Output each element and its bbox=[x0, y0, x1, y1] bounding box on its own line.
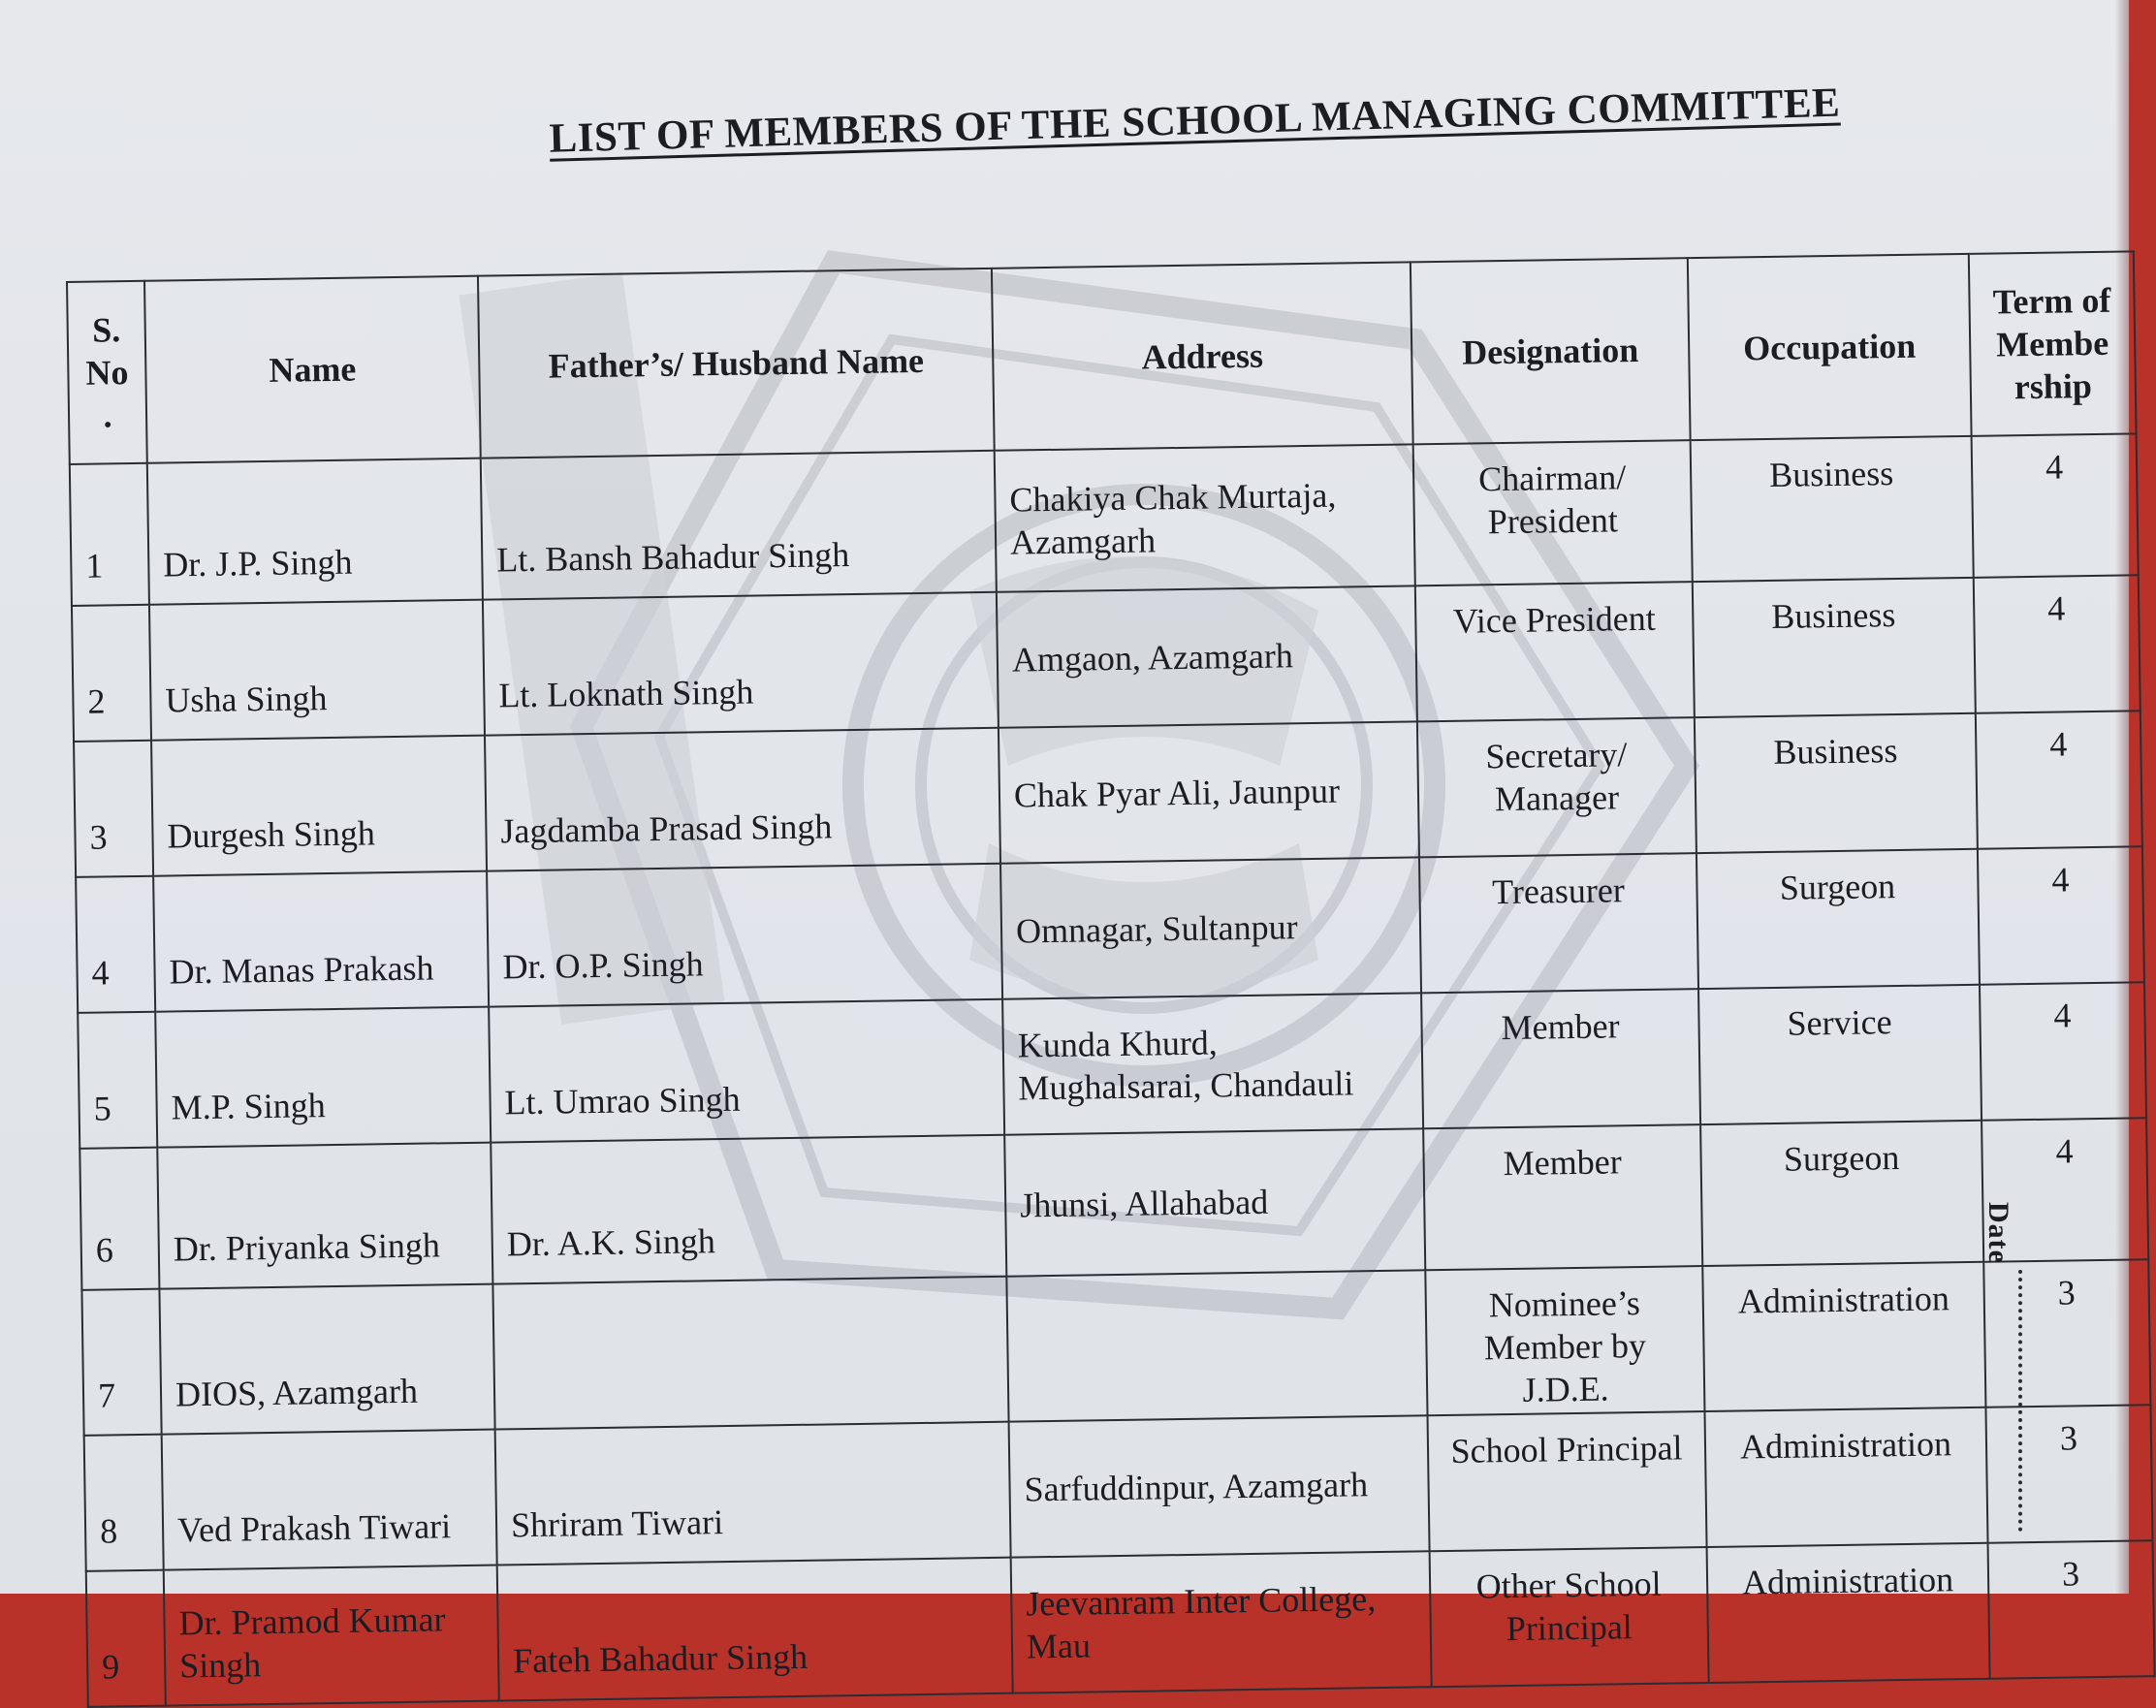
cell-term: 4 bbox=[1972, 433, 2139, 578]
cell-term: 4 bbox=[1982, 1118, 2148, 1262]
cell-occupation: Administration bbox=[1707, 1543, 1990, 1683]
cell-designation: Member bbox=[1423, 1124, 1702, 1270]
cell-father-name: Dr. O.P. Singh bbox=[487, 864, 1002, 1007]
cell-occupation: Administration bbox=[1704, 1408, 1987, 1547]
cell-name: Dr. Priyanka Singh bbox=[157, 1143, 492, 1289]
cell-name: DIOS, Azamgarh bbox=[159, 1284, 494, 1435]
cell-name: Ved Prakash Tiwari bbox=[162, 1430, 497, 1570]
cell-sno: 9 bbox=[86, 1570, 166, 1707]
cell-designation: Member bbox=[1421, 989, 1700, 1128]
date-dotted-line bbox=[2018, 1270, 2022, 1532]
cell-address: Jhunsi, Allahabad bbox=[1004, 1128, 1425, 1276]
cell-sno: 7 bbox=[81, 1289, 161, 1436]
column-header-designation: Designation bbox=[1411, 258, 1691, 444]
cell-occupation: Surgeon bbox=[1696, 849, 1980, 989]
cell-father-name: Lt. Umrao Singh bbox=[489, 999, 1004, 1143]
cell-term: 4 bbox=[1978, 846, 2144, 985]
cell-term: 3 bbox=[1988, 1540, 2155, 1679]
cell-father-name: Lt. Bansh Bahadur Singh bbox=[481, 451, 997, 600]
cell-term: 3 bbox=[1985, 1405, 2152, 1543]
table-header-row bbox=[67, 251, 2137, 464]
cell-designation: Secretary/ Manager bbox=[1417, 717, 1696, 857]
cell-father-name: Dr. A.K. Singh bbox=[491, 1135, 1006, 1284]
cell-occupation: Surgeon bbox=[1700, 1121, 1983, 1266]
cell-sno: 5 bbox=[78, 1012, 157, 1149]
cell-father-name: Shriram Tiwari bbox=[495, 1422, 1011, 1566]
cell-occupation: Business bbox=[1691, 436, 1974, 582]
cell-address bbox=[1006, 1270, 1427, 1421]
cell-designation: Treasurer bbox=[1419, 853, 1698, 993]
cell-term: 3 bbox=[1983, 1259, 2150, 1408]
column-header-address: Address bbox=[992, 262, 1413, 450]
cell-address: Jeevanram Inter College, Mau bbox=[1011, 1551, 1432, 1692]
cell-term: 4 bbox=[1976, 711, 2142, 849]
cell-designation: Other School Principal bbox=[1430, 1547, 1709, 1687]
cell-address: Chak Pyar Ali, Jaunpur bbox=[999, 721, 1419, 863]
members-table-container bbox=[66, 250, 2154, 1707]
column-header-name: Name bbox=[144, 276, 481, 463]
cell-sno: 6 bbox=[79, 1148, 159, 1290]
members-table bbox=[66, 250, 2156, 1707]
cell-sno: 4 bbox=[76, 876, 155, 1013]
cell-sno: 3 bbox=[74, 741, 153, 877]
cell-designation: School Principal bbox=[1428, 1411, 1707, 1551]
column-header-occupation: Occupation bbox=[1688, 254, 1972, 440]
cell-father-name: Fateh Bahadur Singh bbox=[497, 1558, 1013, 1701]
date-side-note: Date bbox=[1982, 1202, 2014, 1264]
cell-term: 4 bbox=[1974, 575, 2140, 713]
cell-father-name bbox=[492, 1277, 1008, 1430]
cell-term: 4 bbox=[1980, 982, 2146, 1121]
cell-designation: Vice President bbox=[1415, 582, 1695, 721]
cell-father-name: Lt. Loknath Singh bbox=[483, 592, 999, 736]
cell-sno: 2 bbox=[72, 605, 151, 742]
cell-designation: Chairman/ President bbox=[1413, 440, 1693, 585]
cell-father-name: Jagdamba Prasad Singh bbox=[485, 728, 1000, 871]
cell-sno: 1 bbox=[70, 463, 149, 606]
cell-occupation: Administration bbox=[1702, 1262, 1985, 1411]
cell-address: Amgaon, Azamgarh bbox=[997, 585, 1417, 727]
cell-address: Kunda Khurd, Mughalsarai, Chandauli bbox=[1002, 993, 1423, 1134]
cell-address: Chakiya Chak Murtaja, Azamgarh bbox=[995, 444, 1415, 591]
cell-name: Durgesh Singh bbox=[151, 736, 487, 876]
cell-occupation: Business bbox=[1693, 578, 1976, 717]
column-header-term-of-membership: Term of Membe rship bbox=[1969, 251, 2137, 436]
cell-name: Dr. Pramod Kumar Singh bbox=[164, 1566, 499, 1706]
page-edge-shadow bbox=[2115, 0, 2129, 1594]
page-title: LIST OF MEMBERS OF THE SCHOOL MANAGING COMMITTEE bbox=[548, 79, 1841, 162]
cell-occupation: Service bbox=[1698, 985, 1982, 1124]
cell-name: Dr. J.P. Singh bbox=[147, 459, 483, 605]
cell-sno: 8 bbox=[84, 1435, 164, 1571]
cell-name: Usha Singh bbox=[149, 600, 485, 741]
cell-occupation: Business bbox=[1695, 713, 1978, 853]
cell-address: Omnagar, Sultanpur bbox=[1000, 857, 1421, 998]
cell-address: Sarfuddinpur, Azamgarh bbox=[1009, 1415, 1430, 1557]
column-header-father-husband-name: Father’s/ Husband Name bbox=[478, 269, 995, 459]
cell-designation: Nominee’s Member by J.D.E. bbox=[1425, 1266, 1704, 1415]
column-header-sno: S. No . bbox=[67, 281, 147, 464]
cell-name: Dr. Manas Prakash bbox=[153, 871, 489, 1012]
cell-name: M.P. Singh bbox=[155, 1007, 491, 1148]
